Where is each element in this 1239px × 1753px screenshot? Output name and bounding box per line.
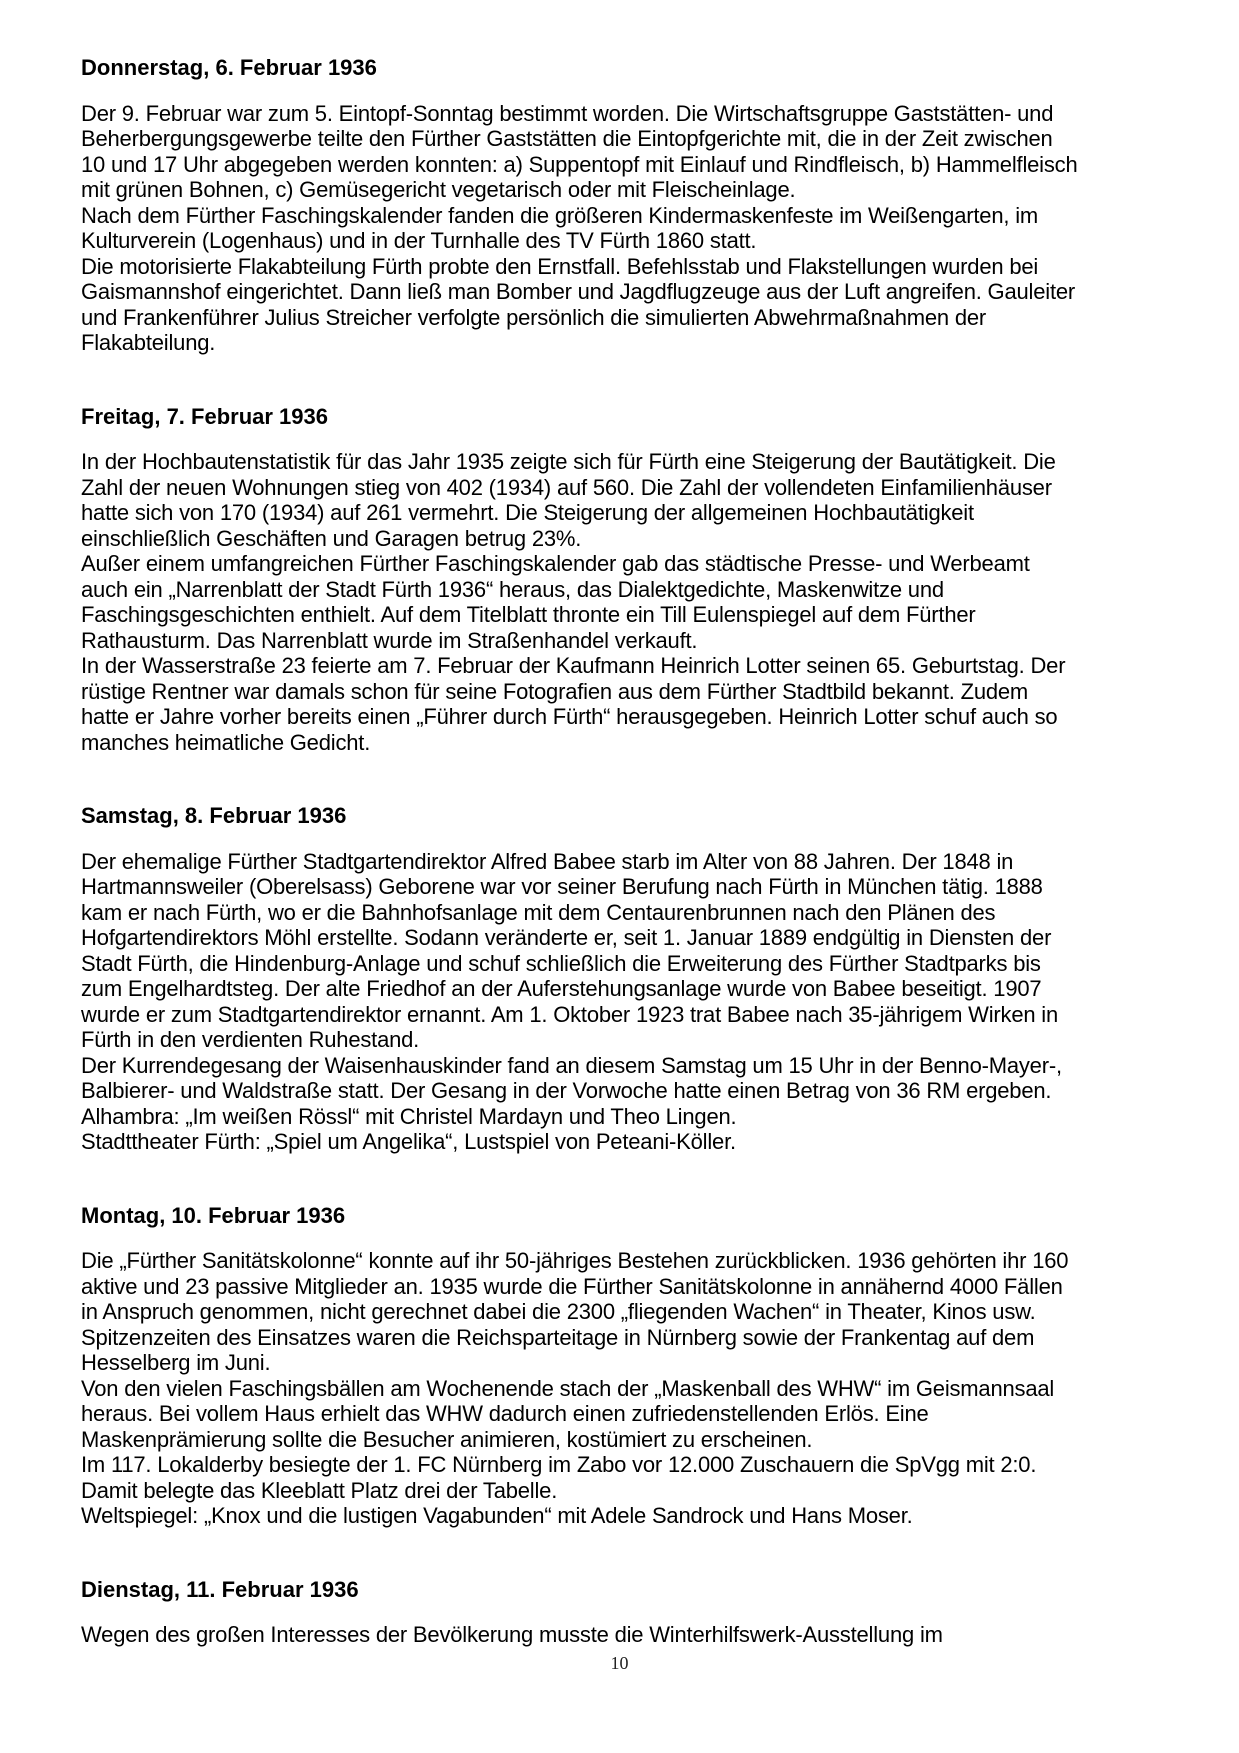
section-body: [81, 449, 1171, 755]
text-line: Nach dem Fürther Faschingskalender fanden die größeren Kindermaskenfeste im Weißengarten, im: [81, 202, 1039, 228]
section-montag-10-februar: [81, 1203, 1171, 1529]
section-heading: Dienstag, 11. Februar 1936: [81, 1576, 359, 1602]
section-freitag-7-februar: [81, 404, 1171, 756]
text-line: wurde er zum Stadtgartendirektor ernannt. Am 1. Oktober 1923 trat Babee nach 35-jährigem Wirken in: [81, 1001, 1059, 1027]
text-line: mit grünen Bohnen, c) Gemüsegericht vegetarisch oder mit Fleischeinlage.: [81, 177, 796, 202]
text-line: Alhambra: „Im weißen Rössl“ mit Christel Mardayn und Theo Lingen.: [81, 1103, 737, 1129]
document-content: [81, 55, 1171, 1648]
text-line: Flakabteilung.: [81, 330, 216, 355]
text-line: Der ehemalige Fürther Stadtgartendirektor Alfred Babee starb im Alter von 88 Jahren. Der 1848 in: [81, 848, 1014, 874]
text-line: Spitzenzeiten des Einsatzes waren die Reichsparteitage in Nürnberg sowie der Frankentag auf dem: [81, 1324, 1035, 1350]
text-line: aktive und 23 passive Mitglieder an. 1935 wurde die Fürther Sanitätskolonne in annähernd 4000 Fällen: [81, 1273, 1063, 1299]
text-line: Rathausturm. Das Narrenblatt wurde im Straßenhandel verkauft.: [81, 627, 698, 653]
text-line: Weltspiegel: „Knox und die lustigen Vagabunden“ mit Adele Sandrock und Hans Moser.: [81, 1503, 913, 1528]
text-line: hatte sich von 170 (1934) auf 261 vermehrt. Die Steigerung der allgemeinen Hochbautätigkeit: [81, 500, 974, 525]
text-line: Von den vielen Faschingsbällen am Wochenende stach der „Maskenball des WHW“ im Geismannsaal: [81, 1375, 1055, 1401]
text-line: In der Wasserstraße 23 feierte am 7. Februar der Kaufmann Heinrich Lotter seinen 65. Geburtstag. Der: [81, 653, 1066, 678]
text-line: Fürth in den verdienten Ruhestand.: [81, 1027, 420, 1052]
section-heading: Donnerstag, 6. Februar 1936: [81, 55, 377, 80]
text-line: zum Engelhardtsteg. Der alte Friedhof an der Auferstehungsanlage wurde von Babee beseitigt. 1907: [81, 976, 1042, 1001]
page-footer: [0, 1652, 1239, 1674]
text-line: Hofgartendirektors Möhl erstellte. Sodann veränderte er, seit 1. Januar 1889 endgültig in Diensten der: [81, 925, 1052, 950]
text-line: rüstige Rentner war damals schon für seine Fotografien aus dem Fürther Stadtbild bekannt. Zudem: [81, 678, 1029, 704]
section-samstag-8-februar: [81, 803, 1171, 1155]
text-line: In der Hochbautenstatistik für das Jahr 1935 zeigte sich für Fürth eine Steigerung der Bautätigkeit. Die: [81, 449, 1056, 474]
text-line: Hesselberg im Juni.: [81, 1350, 271, 1375]
text-line: Stadttheater Fürth: „Spiel um Angelika“, Lustspiel von Peteani-Köller.: [81, 1129, 736, 1154]
text-line: Die „Fürther Sanitätskolonne“ konnte auf ihr 50-jähriges Bestehen zurückblicken. 1936 gehörten ihr 160: [81, 1248, 1069, 1273]
text-line: Wegen des großen Interesses der Bevölkerung musste die Winterhilfswerk-Ausstellung im: [81, 1622, 943, 1647]
text-line: Zahl der neuen Wohnungen stieg von 402 (1934) auf 560. Die Zahl der vollendeten Einfamilienhäuser: [81, 474, 1052, 500]
text-line: Außer einem umfangreichen Fürther Faschingskalender gab das städtische Presse- und Werbeamt: [81, 551, 1030, 576]
text-line: heraus. Bei vollem Haus erhielt das WHW dadurch einen zufriedenstellenden Erlös. Eine: [81, 1401, 929, 1426]
text-line: Balbierer- und Waldstraße statt. Der Gesang in der Vorwoche hatte einen Betrag von 36 RM ergeben.: [81, 1078, 1052, 1103]
text-line: Stadt Fürth, die Hindenburg-Anlage und schuf schließlich die Erweiterung des Fürther Stadtparks bis: [81, 950, 1041, 976]
text-line: 10 und 17 Uhr abgegeben werden konnten: a) Suppentopf mit Einlauf und Rindfleisch, b) Hammelfleisch: [81, 151, 1078, 177]
section-body: [81, 101, 1171, 356]
text-line: Die motorisierte Flakabteilung Fürth probte den Ernstfall. Befehlsstab und Flakstellungen wurden bei: [81, 253, 1039, 279]
text-line: Gaismannshof eingerichtet. Dann ließ man Bomber und Jagdflugzeuge aus der Luft angreifen. Gauleiter: [81, 279, 1076, 304]
text-line: und Frankenführer Julius Streicher verfolgte persönlich die simulierten Abwehrmaßnahmen der: [81, 304, 987, 330]
section-heading: Freitag, 7. Februar 1936: [81, 403, 328, 429]
text-line: hatte er Jahre vorher bereits einen „Führer durch Fürth“ herausgegeben. Heinrich Lotter schuf auch so: [81, 704, 1058, 729]
text-line: Damit belegte das Kleeblatt Platz drei der Tabelle.: [81, 1477, 558, 1503]
text-line: kam er nach Fürth, wo er die Bahnhofsanlage mit dem Centaurenbrunnen nach den Plänen des: [81, 899, 996, 925]
text-line: Hartmannsweiler (Oberelsass) Geborene war vor seiner Berufung nach Fürth in München tätig. 1888: [81, 874, 1043, 899]
section-body: [81, 1248, 1171, 1529]
text-line: Kulturverein (Logenhaus) und in der Turnhalle des TV Fürth 1860 statt.: [81, 228, 757, 253]
text-line: auch ein „Narrenblatt der Stadt Fürth 1936“ heraus, das Dialektgedichte, Maskenwitze und: [81, 576, 944, 602]
section-body: [81, 1622, 1171, 1648]
text-line: in Anspruch genommen, nicht gerechnet dabei die 2300 „fliegenden Wachen“ in Theater, Kinos usw.: [81, 1299, 1036, 1324]
text-line: Faschingsgeschichten enthielt. Auf dem Titelblatt thronte ein Till Eulenspiegel auf dem Fürther: [81, 602, 976, 627]
text-line: manches heimatliche Gedicht.: [81, 729, 371, 755]
section-donnerstag-6-februar: [81, 55, 1171, 356]
text-line: einschließlich Geschäften und Garagen betrug 23%.: [81, 525, 582, 551]
section-heading: Samstag, 8. Februar 1936: [81, 803, 347, 828]
section-body: [81, 849, 1171, 1155]
text-line: Maskenprämierung sollte die Besucher animieren, kostümiert zu erscheinen.: [81, 1426, 813, 1452]
text-line: Im 117. Lokalderby besiegte der 1. FC Nürnberg im Zabo vor 12.000 Zuschauern die SpVgg mit 2:0.: [81, 1452, 1037, 1477]
page-number: 10: [610, 1653, 629, 1673]
text-line: Beherbergungsgewerbe teilte den Fürther Gaststätten die Eintopfgerichte mit, die in der Zeit zwischen: [81, 126, 1053, 151]
section-dienstag-11-februar: [81, 1577, 1171, 1648]
section-heading: Montag, 10. Februar 1936: [81, 1202, 346, 1228]
text-line: Der 9. Februar war zum 5. Eintopf-Sonntag bestimmt worden. Die Wirtschaftsgruppe Gaststätten- und: [81, 100, 1054, 126]
text-line: Der Kurrendegesang der Waisenhauskinder fand an diesem Samstag um 15 Uhr in der Benno-Mayer-,: [81, 1052, 1062, 1078]
